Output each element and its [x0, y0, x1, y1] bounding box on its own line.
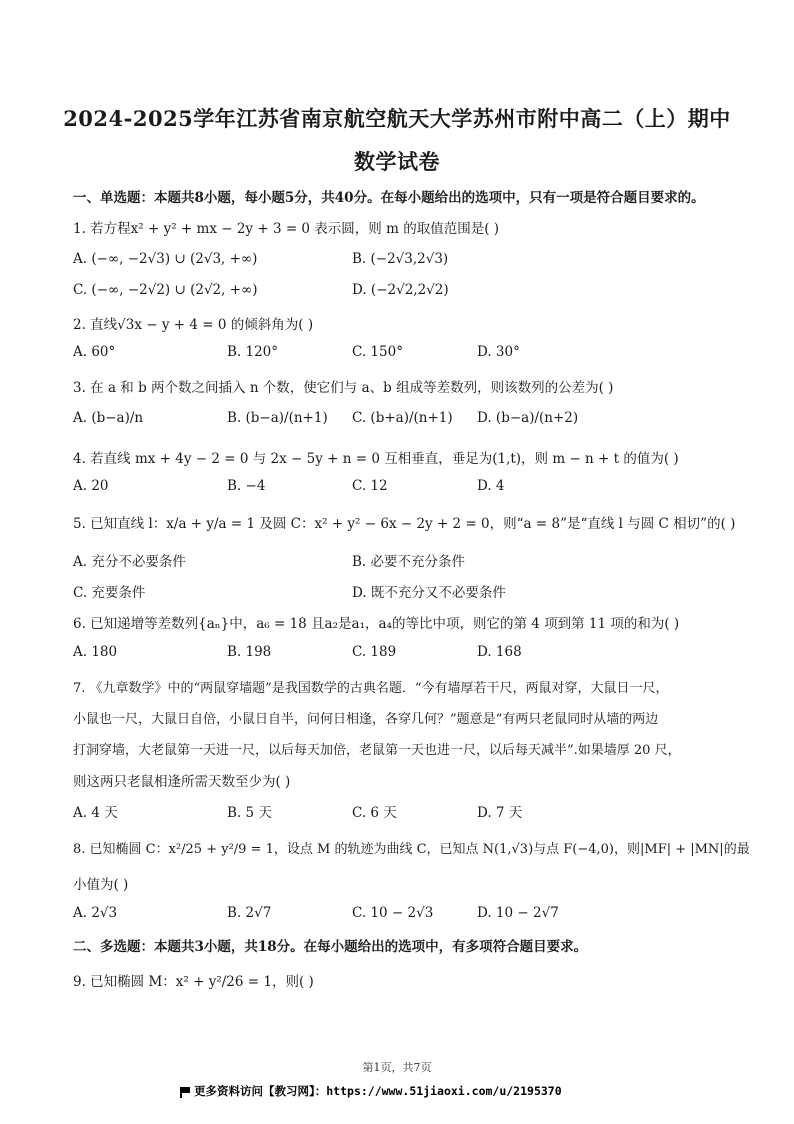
question-1-option-a: A. (−∞, −2√3) ∪ (2√3, +∞) [73, 251, 258, 267]
question-1-option-c: C. (−∞, −2√2) ∪ (2√2, +∞) [73, 282, 258, 298]
question-7-option-a: A. 4 天 [73, 805, 118, 821]
question-3-stem: 3. 在 a 和 b 两个数之间插入 n 个数，使它们与 a、b 组成等差数列，则该数列的公差为( ) [73, 380, 614, 396]
question-6-option-d: D. 168 [477, 644, 522, 660]
question-7-stem-line2: 小鼠也一尺，大鼠日自倍，小鼠日自半，问何日相逢，各穿几何？”题意是“有两只老鼠同时从墙的两边 [73, 712, 659, 727]
question-4-option-c: C. 12 [352, 478, 388, 494]
exam-title-line1: 2024-2025学年江苏省南京航空航天大学苏州市附中高二（上）期中 [63, 106, 731, 131]
question-3-option-a: A. (b−a)/n [73, 410, 144, 426]
question-7-option-d: D. 7 天 [477, 805, 523, 821]
question-6-option-b: B. 198 [227, 644, 272, 660]
page-number: 第1页，共7页 [362, 1061, 432, 1074]
resource-banner[interactable] [180, 1083, 562, 1099]
question-4-option-a: A. 20 [73, 478, 109, 494]
question-8-stem-line2: 小值为( ) [73, 877, 129, 893]
question-1-option-b: B. (−2√3,2√3) [352, 251, 449, 267]
question-8-option-c: C. 10 − 2√3 [352, 905, 434, 921]
question-1-option-d: D. (−2√2,2√2) [352, 282, 449, 298]
resource-banner-text[interactable]: 更多资料访问【教习网】：https://www.51jiaoxi.com/u/2195370 [194, 1084, 562, 1098]
question-5-option-c: C. 充要条件 [73, 585, 146, 601]
section-heading-single-choice: 一、单选题：本题共8小题，每小题5分，共40分。在每小题给出的选项中，只有一项是符合题目要求的。 [73, 190, 705, 206]
question-2-option-a: A. 60° [73, 344, 116, 360]
question-3-option-b: B. (b−a)/(n+1) [227, 410, 328, 426]
question-5-option-b: B. 必要不充分条件 [352, 554, 466, 570]
question-8-option-b: B. 2√7 [227, 905, 272, 921]
question-8-option-d: D. 10 − 2√7 [477, 905, 559, 921]
question-5-option-d: D. 既不充分又不必要条件 [352, 585, 506, 601]
question-3-option-d: D. (b−a)/(n+2) [477, 410, 579, 426]
question-7-stem-line3: 打洞穿墙，大老鼠第一天进一尺，以后每天加倍，老鼠第一天也进一尺，以后每天减半”.如果墙厚 20 尺， [73, 743, 681, 758]
question-4-stem: 4. 若直线 mx + 4y − 2 = 0 与 2x − 5y + n = 0 互相垂直，垂足为(1,t)，则 m − n + t 的值为( ) [73, 451, 679, 467]
section-heading-multiple-choice: 二、多选题：本题共3小题，共18分。在每小题给出的选项中，有多项符合题目要求。 [73, 939, 588, 955]
question-6-stem: 6. 已知递增等差数列{aₙ}中，a₆ = 18 且a₂是a₁，a₄的等比中项，则它的第 4 项到第 11 项的和为( ) [73, 616, 680, 632]
question-7-option-b: B. 5 天 [227, 805, 272, 821]
question-2-option-c: C. 150° [352, 344, 403, 360]
question-4-option-b: B. −4 [227, 478, 266, 494]
question-8-stem-line1: 8. 已知椭圆 C：x²/25 + y²/9 = 1，设点 M 的轨迹为曲线 C，已知点 N(1,√3)与点 F(−4,0)，则|MF| + |MN|的最 [73, 842, 750, 857]
question-1-stem: 1. 若方程x² + y² + mx − 2y + 3 = 0 表示圆，则 m 的取值范围是( ) [73, 221, 500, 237]
question-6-option-a: A. 180 [73, 644, 118, 660]
exam-title-line2: 数学试卷 [354, 149, 440, 174]
question-5-option-a: A. 充分不必要条件 [73, 554, 186, 570]
flag-icon [180, 1087, 190, 1096]
question-7-option-c: C. 6 天 [352, 805, 397, 821]
question-7-stem-line1: 7. 《九章数学》中的“两鼠穿墙题”是我国数学的古典名题．“今有墙厚若干尺，两鼠对穿，大鼠日一尺， [73, 681, 669, 696]
question-3-option-c: C. (b+a)/(n+1) [352, 410, 453, 426]
question-7-stem-line4: 则这两只老鼠相逢所需天数至少为( ) [73, 774, 291, 790]
question-2-stem: 2. 直线√3x − y + 4 = 0 的倾斜角为( ) [73, 317, 314, 333]
question-5-stem: 5. 已知直线 l：x/a + y/a = 1 及圆 C：x² + y² − 6x − 2y + 2 = 0，则“a = 8”是“直线 l 与圆 C 相切”的( ) [73, 516, 736, 532]
question-2-option-b: B. 120° [227, 344, 279, 360]
question-9-stem: 9. 已知椭圆 M：x² + y²/26 = 1，则( ) [73, 974, 314, 990]
question-8-option-a: A. 2√3 [73, 905, 118, 921]
question-4-option-d: D. 4 [477, 478, 505, 494]
question-6-option-c: C. 189 [352, 644, 397, 660]
question-2-option-d: D. 30° [477, 344, 520, 360]
